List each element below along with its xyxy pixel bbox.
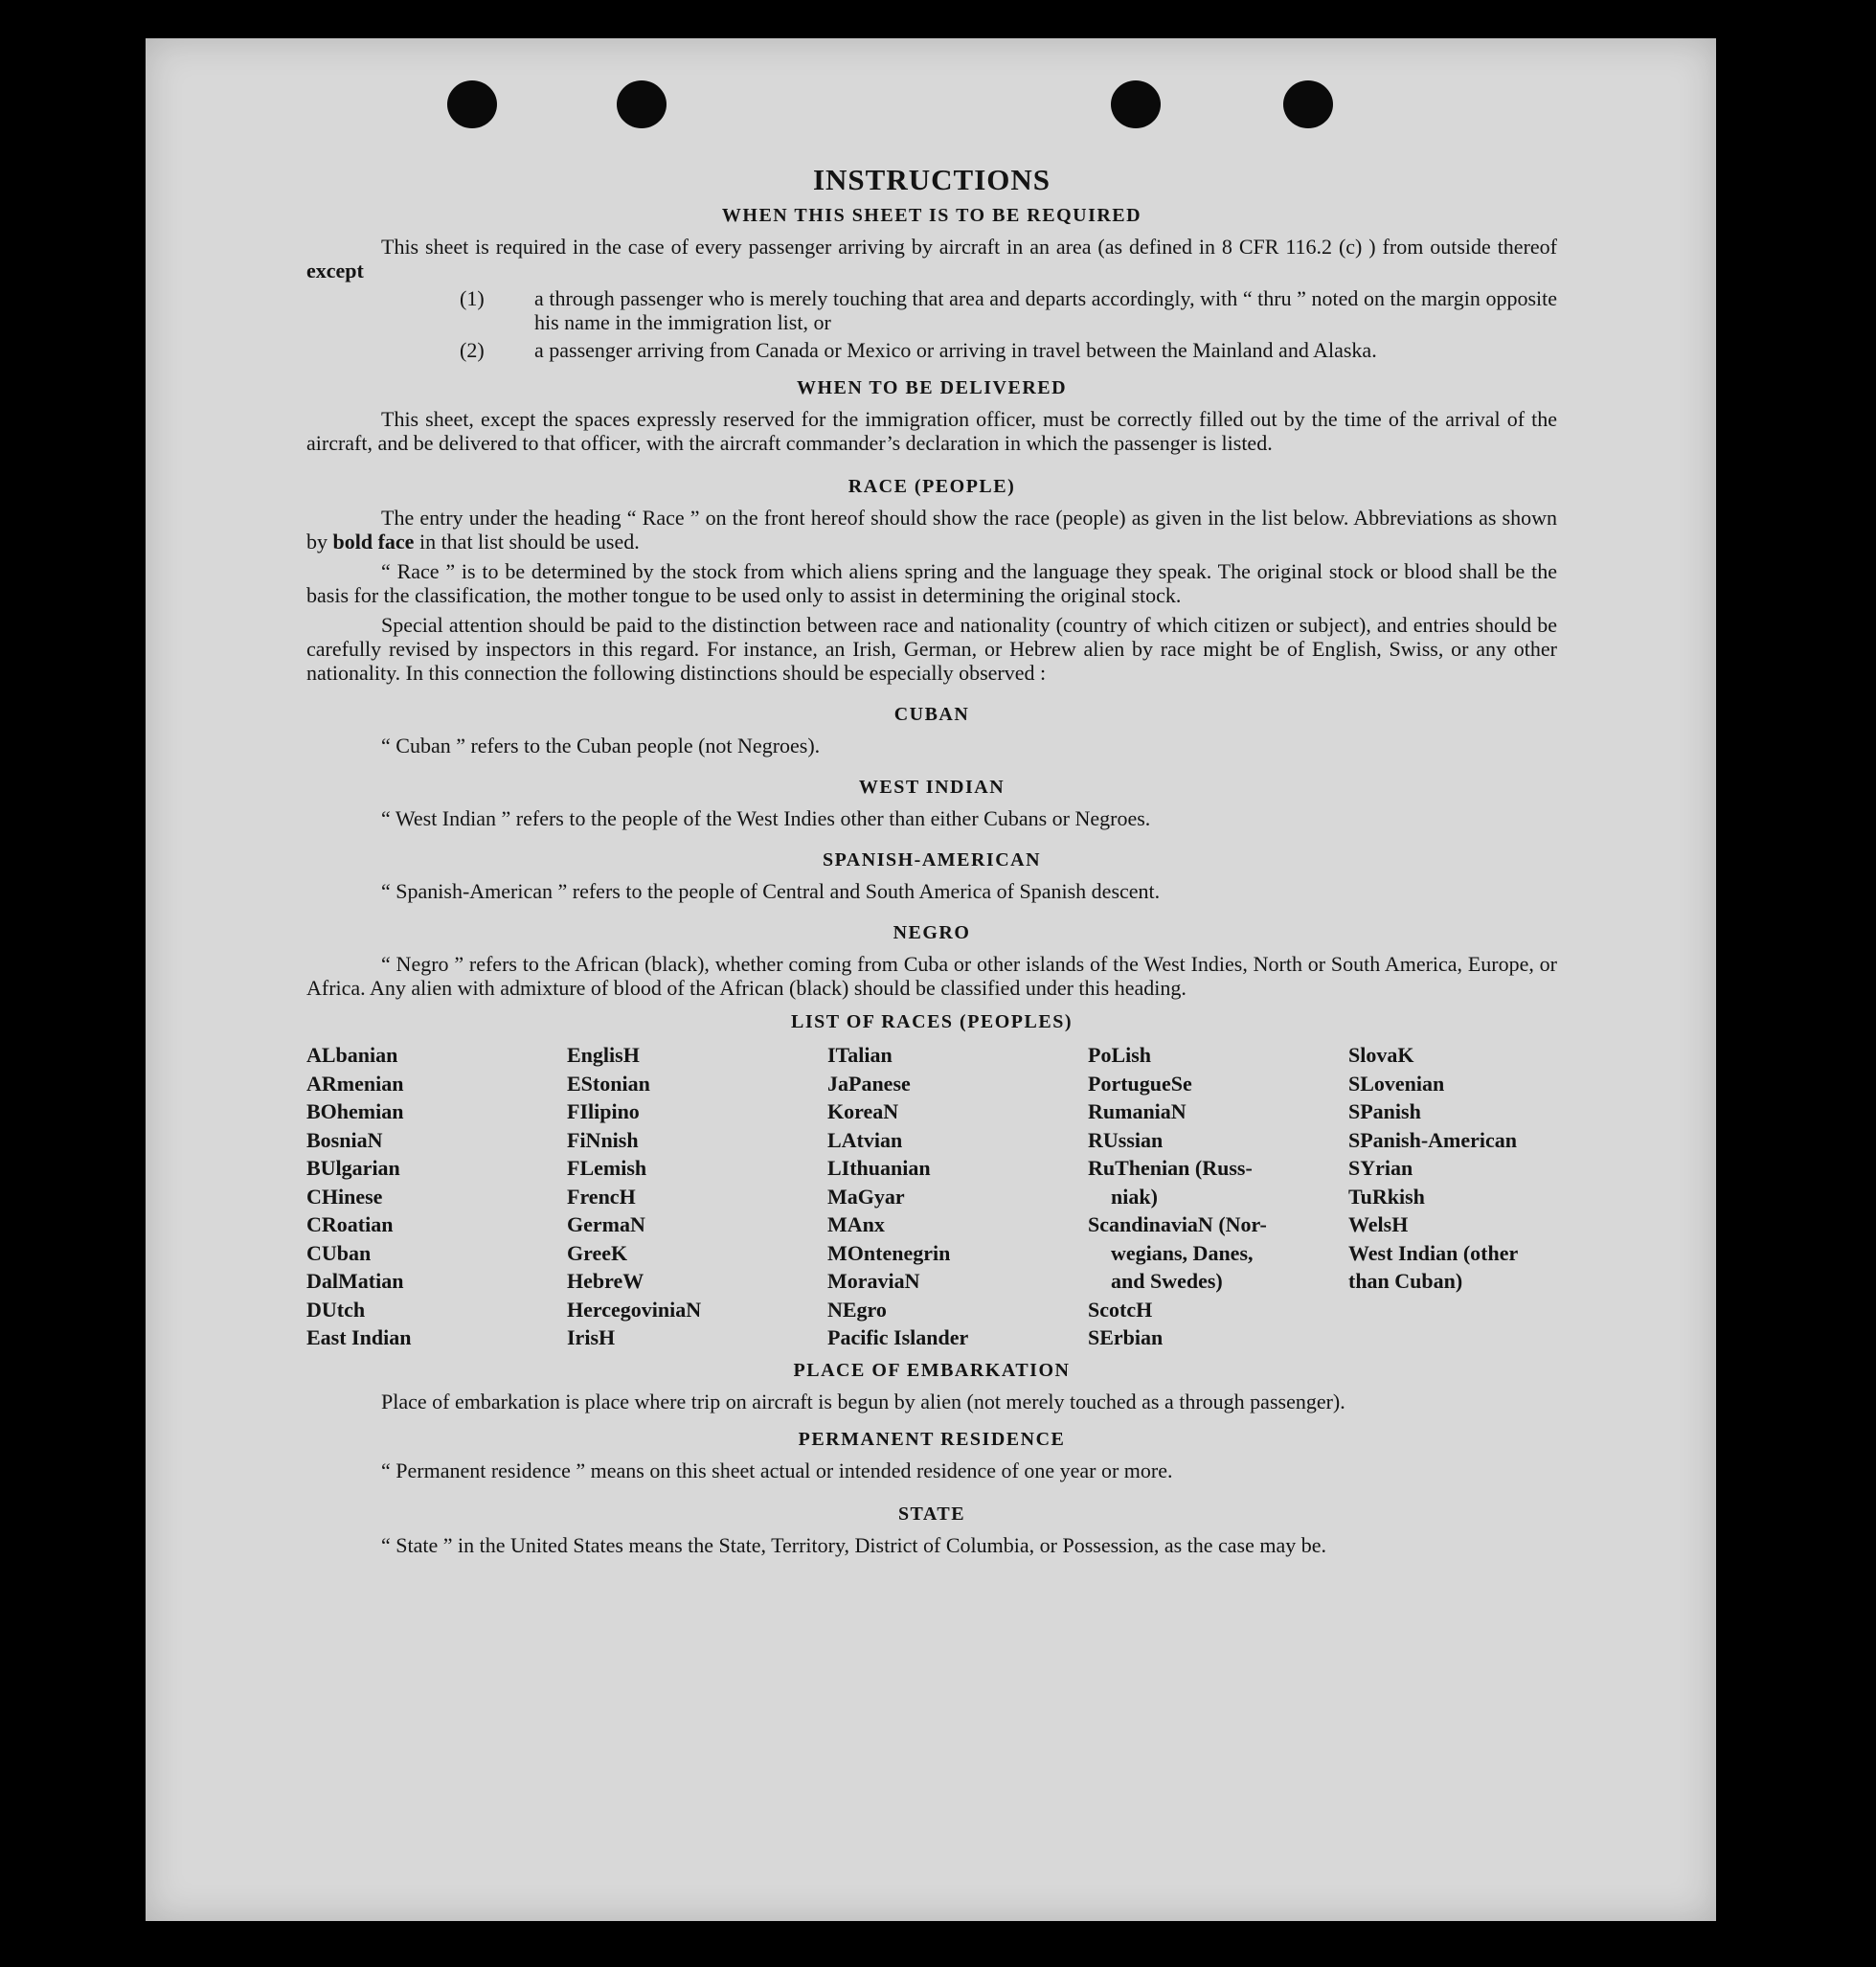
race-item: SYrian [1348, 1156, 1413, 1180]
race-item: CHinese [306, 1184, 383, 1209]
paragraph-text: The entry under the heading “ Race ” on the front hereof should show the race (people) as given in the list below. Abbreviations as shown by [306, 506, 1557, 554]
paragraph [306, 235, 1557, 283]
section-heading-spanish-american: SPANISH-AMERICAN [822, 849, 1042, 870]
race-item: DalMatian [306, 1269, 404, 1293]
paragraph [306, 506, 1557, 554]
list-item [306, 338, 1557, 362]
race-item: ScotcH [1088, 1297, 1153, 1322]
list-item [306, 286, 1557, 334]
bold-text: bold face [332, 530, 415, 554]
instructions-body [306, 163, 1557, 1557]
race-item: ARmenian [306, 1071, 404, 1096]
race-item: BosniaN [306, 1127, 383, 1152]
race-item: HercegoviniaN [567, 1297, 702, 1322]
paragraph: This sheet, except the spaces expressly reserved for the immigration officer, must be correctly filled out by the time of the arrival of the aircraft, and be delivered to that officer, with the aircraft commander’s declaration in which the passenger is listed. [306, 407, 1557, 455]
paragraph: Place of embarkation is place where trip on aircraft is begun by alien (not merely touched as a through passenger). [381, 1389, 1345, 1413]
race-item: East Indian [306, 1325, 412, 1349]
bold-text: except [306, 259, 364, 283]
race-item: SPanish [1348, 1099, 1421, 1123]
race-item: FIlipino [567, 1099, 640, 1123]
race-item: SPanish-American [1348, 1127, 1517, 1152]
section-heading-list-of-races: LIST OF RACES (PEOPLES) [790, 1011, 1073, 1032]
race-item: CRoatian [306, 1212, 394, 1236]
race-item: GermaN [567, 1212, 645, 1236]
race-item: RuThenian (Russ- [1088, 1156, 1253, 1180]
race-item: wegians, Danes, [1111, 1240, 1254, 1265]
paragraph-text: in that list should be used. [418, 530, 640, 554]
section-heading-negro: NEGRO [893, 922, 971, 943]
race-item: KoreaN [827, 1099, 899, 1123]
punch-hole [617, 80, 667, 128]
race-item: MaGyar [827, 1184, 905, 1209]
race-item: West Indian (other [1348, 1240, 1519, 1265]
race-item: MoraviaN [827, 1269, 920, 1293]
paragraph: “ Negro ” refers to the African (black), whether coming from Cuba or other islands of the West Indies, North or South America, Europe, or Africa. Any alien with admixture of blood of the African (black) should be classified under this heading. [306, 952, 1557, 1000]
list-item-text: a passenger arriving from Canada or Mexico or arriving in travel between the Mainland and Alaska. [534, 338, 1377, 362]
document-page [146, 38, 1716, 1921]
races-column [306, 1041, 567, 1352]
race-item: GreeK [567, 1240, 628, 1265]
race-item: HebreW [567, 1269, 644, 1293]
punch-hole [447, 80, 497, 128]
race-item: ALbanian [306, 1043, 398, 1067]
race-item: TuRkish [1348, 1184, 1425, 1209]
race-item: FLemish [567, 1156, 647, 1180]
race-item: MAnx [827, 1212, 885, 1236]
races-column [1088, 1041, 1348, 1352]
race-item: than Cuban) [1348, 1269, 1463, 1293]
race-item: SLovenian [1348, 1071, 1445, 1096]
races-column [567, 1041, 827, 1352]
section-heading-place-of-embarkation: PLACE OF EMBARKATION [793, 1359, 1071, 1381]
race-item: PoLish [1088, 1043, 1152, 1067]
race-item: MOntenegrin [827, 1240, 951, 1265]
race-item: CUban [306, 1240, 372, 1265]
race-item: NEgro [827, 1297, 887, 1322]
race-item: FrencH [567, 1184, 636, 1209]
list-item-text: a through passenger who is merely touching that area and departs accordingly, with “ thru ” noted on the margin opposite his name in the immigration list, or [534, 286, 1557, 334]
race-item: SlovaK [1348, 1043, 1414, 1067]
race-item: RumaniaN [1088, 1099, 1187, 1123]
section-heading-permanent-residence: PERMANENT RESIDENCE [798, 1428, 1066, 1450]
races-column [827, 1041, 1088, 1352]
section-heading-state: STATE [897, 1503, 966, 1525]
race-item: ITalian [827, 1043, 893, 1067]
section-heading-when-required: WHEN THIS SHEET IS TO BE REQUIRED [721, 205, 1142, 226]
paragraph-text: This sheet is required in the case of every passenger arriving by aircraft in an area (as defined in 8 CFR 116.2 (c) ) from outside thereof [381, 235, 1557, 259]
section-heading-cuban: CUBAN [893, 704, 970, 725]
section-heading-race: RACE (PEOPLE) [848, 476, 1016, 497]
list-number: (1) [460, 286, 485, 310]
race-item: and Swedes) [1111, 1269, 1223, 1293]
punch-hole [1111, 80, 1161, 128]
list-number: (2) [460, 338, 485, 362]
race-item: niak) [1111, 1184, 1158, 1209]
page-title: INSTRUCTIONS [812, 163, 1051, 196]
race-item: LIthuanian [827, 1156, 931, 1180]
races-column [1348, 1041, 1557, 1352]
race-item: IrisH [567, 1325, 616, 1349]
race-item: EnglisH [567, 1043, 640, 1067]
race-item: FiNnish [567, 1127, 639, 1152]
paragraph: “ West Indian ” refers to the people of the West Indies other than either Cubans or Negroes. [381, 806, 1151, 830]
race-item: WelsH [1348, 1212, 1409, 1236]
race-item: ScandinaviaN (Nor- [1088, 1212, 1267, 1236]
race-item: JaPanese [827, 1071, 911, 1096]
race-item: PortugueSe [1088, 1071, 1192, 1096]
race-item: EStonian [567, 1071, 650, 1096]
race-item: LAtvian [827, 1127, 903, 1152]
race-item: DUtch [306, 1297, 366, 1322]
paragraph: “ Race ” is to be determined by the stock from which aliens spring and the language they speak. The original stock or blood shall be the basis for the classification, the mother tongue to be used only to assist in determining the original stock. [306, 559, 1557, 607]
race-item: RUssian [1088, 1127, 1164, 1152]
paragraph: Special attention should be paid to the distinction between race and nationality (country of which citizen or subject), and entries should be carefully revised by inspectors in this regard. For instance, an Irish, German, or Hebrew alien by race might be of English, Swiss, or any other nationality. In this connection the following distinctions should be especially observed : [306, 613, 1557, 685]
race-item: BUlgarian [306, 1156, 400, 1180]
race-item: BOhemian [306, 1099, 404, 1123]
paragraph: “ Spanish-American ” refers to the people of Central and South America of Spanish descent. [381, 879, 1161, 903]
races-list [306, 1041, 1557, 1352]
paragraph: “ State ” in the United States means the State, Territory, District of Columbia, or Possession, as the case may be. [381, 1532, 1327, 1557]
punch-hole [1283, 80, 1333, 128]
paragraph: “ Cuban ” refers to the Cuban people (not Negroes). [381, 734, 821, 757]
paragraph: “ Permanent residence ” means on this sheet actual or intended residence of one year or more. [381, 1458, 1173, 1482]
race-item: Pacific Islander [827, 1325, 969, 1349]
race-item: SErbian [1088, 1325, 1164, 1349]
section-heading-west-indian: WEST INDIAN [858, 777, 1006, 798]
section-heading-when-delivered: WHEN TO BE DELIVERED [796, 377, 1068, 398]
